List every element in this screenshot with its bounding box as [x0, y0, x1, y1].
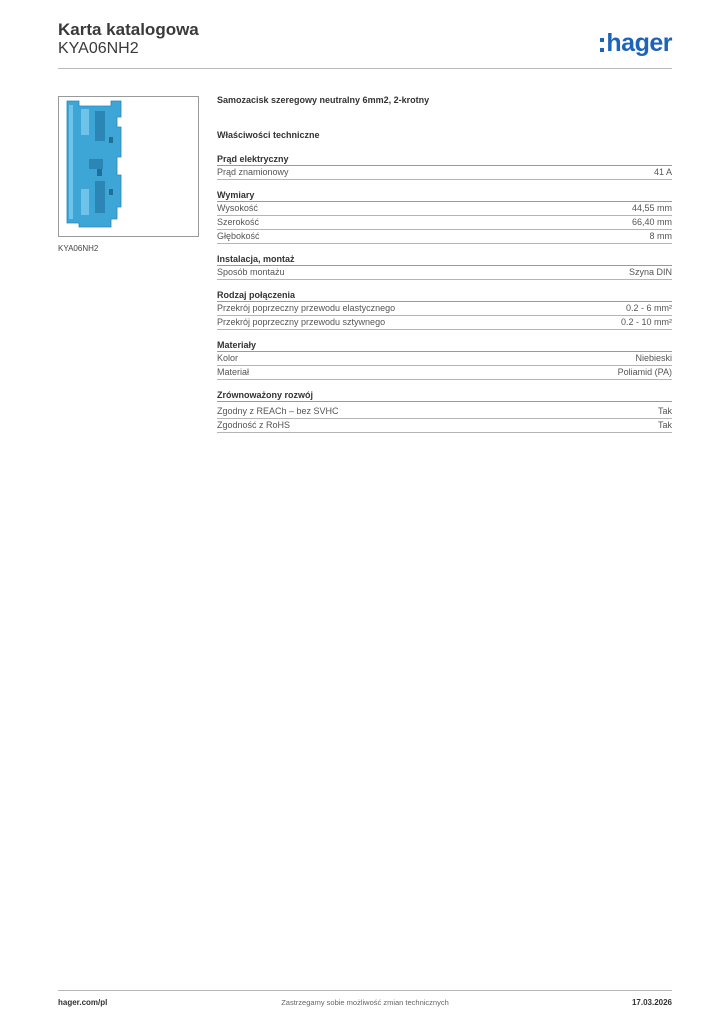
- property-label: Sposób montażu: [217, 267, 285, 277]
- property-value: Szyna DIN: [628, 267, 672, 277]
- group-connection-type: [217, 289, 672, 330]
- property-row: [217, 302, 672, 316]
- property-label: Przekrój poprzeczny przewodu elastycznego: [217, 303, 396, 313]
- product-image-frame: [58, 96, 199, 237]
- group-dimensions: [217, 189, 672, 244]
- footer-disclaimer: Zastrzegamy sobie możliwość zmian technicznych: [281, 998, 449, 1007]
- property-row: [217, 366, 672, 380]
- property-label: Szerokość: [217, 217, 260, 227]
- group-materials: [217, 339, 672, 380]
- page-footer: [58, 990, 672, 1010]
- group-title: Rodzaj połączenia: [217, 289, 672, 302]
- logo-text: hager: [606, 28, 672, 57]
- footer-website-link[interactable]: hager.com/pl: [58, 998, 108, 1007]
- property-value: Poliamid (PA): [617, 367, 672, 377]
- group-title: Zrównoważony rozwój: [217, 389, 672, 402]
- footer-date: 17.03.2026: [631, 998, 672, 1007]
- property-label: Głębokość: [217, 231, 260, 241]
- footer-divider: [58, 990, 672, 991]
- group-sustainability: [217, 389, 672, 433]
- property-row: [217, 316, 672, 330]
- technical-sheet: [217, 95, 672, 433]
- property-value: 0.2 - 10 mm²: [620, 317, 672, 327]
- property-label: Materiał: [217, 367, 250, 377]
- header-divider: [58, 68, 672, 69]
- property-label: Wysokość: [217, 203, 258, 213]
- product-description: Samozacisk szeregowy neutralny 6mm2, 2-krotny: [217, 95, 430, 105]
- page-header: [58, 20, 672, 70]
- property-value: 0.2 - 6 mm²: [625, 303, 672, 313]
- property-label: Zgodność z RoHS: [217, 420, 291, 430]
- property-label: Kolor: [217, 353, 239, 363]
- property-row: [217, 166, 672, 180]
- group-title: Prąd elektryczny: [217, 153, 672, 166]
- document-title: Karta katalogowa: [58, 20, 199, 39]
- property-row: [217, 266, 672, 280]
- property-label: Zgodny z REACh – bez SVHC: [217, 406, 339, 416]
- property-value: 8 mm: [649, 231, 672, 241]
- property-label: Prąd znamionowy: [217, 167, 289, 177]
- logo-dots-icon: [600, 38, 604, 52]
- property-row: [217, 216, 672, 230]
- group-title: Materiały: [217, 339, 672, 352]
- hager-logo: [600, 28, 672, 58]
- terminal-block-image: [59, 97, 198, 236]
- property-row: [217, 405, 672, 419]
- group-title: Wymiary: [217, 189, 672, 202]
- property-value: Niebieski: [635, 353, 672, 363]
- product-code: KYA06NH2: [58, 40, 139, 57]
- group-electric-current: [217, 153, 672, 180]
- property-value: 44,55 mm: [631, 203, 672, 213]
- property-row: [217, 352, 672, 366]
- property-row: [217, 202, 672, 216]
- group-title: Instalacja, montaż: [217, 253, 672, 266]
- image-caption: KYA06NH2: [58, 244, 99, 253]
- group-installation: [217, 253, 672, 280]
- property-label: Przekrój poprzeczny przewodu sztywnego: [217, 317, 386, 327]
- property-row: [217, 230, 672, 244]
- property-value: Tak: [657, 420, 672, 430]
- property-value: Tak: [657, 406, 672, 416]
- property-row: [217, 419, 672, 433]
- properties-heading: Właściwości techniczne: [217, 130, 320, 140]
- property-value: 66,40 mm: [631, 217, 672, 227]
- property-value: 41 A: [653, 167, 672, 177]
